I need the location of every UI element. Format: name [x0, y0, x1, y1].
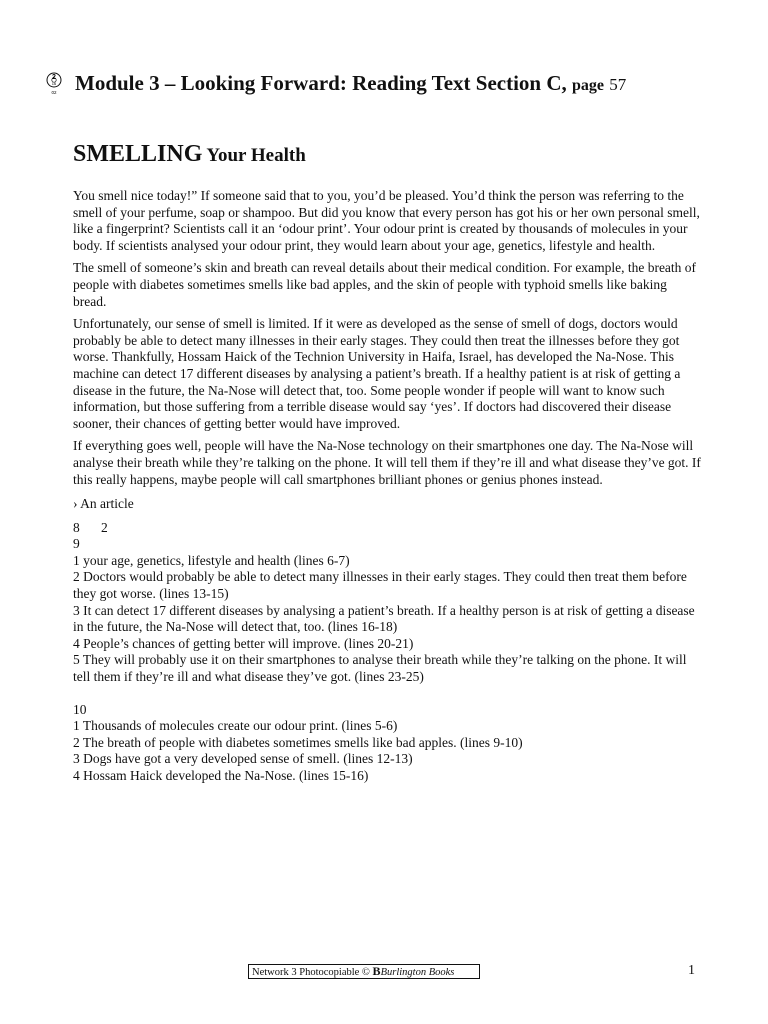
track-badge-top: 2	[52, 74, 56, 81]
spacer	[73, 686, 701, 702]
page-number: 1	[688, 963, 695, 978]
article-headline	[73, 140, 306, 171]
headline-big: SMELLING	[73, 141, 203, 167]
exercise-9-item-4: 4 People’s chances of getting better will improve. (lines 20-21)	[73, 635, 414, 651]
exercise-8-answer: 2	[101, 519, 108, 535]
headline-small: Your Health	[206, 145, 306, 166]
exercise-9-item-5: 5 They will probably use it on their smartphones to analyse their breath while they’re talking on the phone. It will tell them if they’re ill and what disease they’ve got. (lines 23-25)	[73, 652, 687, 685]
exercise-10-item-3: 3 Dogs have got a very developed sense of smell. (lines 12-13)	[73, 751, 413, 767]
article-paragraph-4: If everything goes well, people will have the Na-Nose technology on their smartphones one day. The Na-Nose will analyse their breath while they’re talking on the phone. It will tell them if they’re ill and what disease they’ve got. If this really happens, maybe people will call smartphones brilliant phones or genius phones instead.	[73, 438, 701, 487]
article-paragraph-3: Unfortunately, our sense of smell is limited. If it were as developed as the sense of smell of dogs, doctors would probably be able to detect many illnesses in their early stages. They could then treat the illnesses before they got worse. Thankfully, Hossam Haick of the Technion University in Haifa, Israel, has developed the Na-Nose. This machine can detect 17 different diseases by analysing a patient’s breath. If a healthy patient is at risk of getting a disease in the future, the Na-Nose will detect that, too. Some people wonder if people will want to know such information, but those suffering from a terrible disease would say ‘yes’. If doctors had discovered their disease sooner, their chances of getting better would have improved.	[73, 316, 681, 431]
article-paragraph-1: You smell nice today!” If someone said that to you, you’d be pleased. You’d think the person was referring to the smell of your perfume, soap or shampoo. But did you know that every person has got his or her own personal smell, like a fingerprint? Scientists call it an ‘odour print’. Your odour print is created by thousands of molecules in your body. If scientists analysed your odour print, they would learn about your age, genetics, lifestyle and health.	[73, 188, 700, 253]
footer-copyright	[248, 964, 480, 979]
module-title-text: Module 3 – Looking Forward: Reading Text Section C,	[75, 71, 567, 95]
track-badge-mid: 16	[51, 81, 57, 86]
track-badge-bottom: 02	[51, 90, 57, 95]
genre-answer: › An article	[73, 496, 134, 512]
audio-cd-icon	[46, 72, 62, 96]
exercise-9-item-2: 2 Doctors would probably be able to detect many illnesses in their early stages. They could then treat them before they got worse. (lines 13-15)	[73, 569, 687, 602]
footer-brand: Burlington Books	[380, 967, 455, 978]
exercise-10-item-2: 2 The breath of people with diabetes sometimes smells like bad apples. (lines 9-10)	[73, 734, 523, 750]
article-paragraph-2: The smell of someone’s skin and breath can reveal details about their medical condition. For example, the breath of people with diabetes sometimes smells like bad apples, and the skin of people with typhoid smells like baking bread.	[73, 260, 697, 309]
footer-text: Network 3 Photocopiable ©	[252, 967, 370, 978]
exercise-10-item-1: 1 Thousands of molecules create our odour print. (lines 5-6)	[73, 718, 398, 734]
exercise-8	[73, 520, 701, 537]
exercise-10-number: 10	[73, 701, 87, 717]
module-title	[75, 70, 755, 99]
exercise-9-number: 9	[73, 536, 80, 552]
exercise-9-item-1: 1 your age, genetics, lifestyle and health (lines 6-7)	[73, 552, 350, 568]
exercise-9-item-3: 3 It can detect 17 different diseases by analysing a patient’s breath. If a healthy person is at risk of getting a disease in the future, the Na-Nose will detect that, too. (lines 16-18)	[73, 602, 695, 635]
page-word: page	[572, 77, 605, 94]
exercise-10-item-4: 4 Hossam Haick developed the Na-Nose. (lines 15-16)	[73, 768, 369, 783]
article-body	[73, 188, 701, 785]
exercise-8-number: 8	[73, 519, 80, 535]
burlington-b-logo-icon: B	[372, 964, 381, 978]
page-reference-number: 57	[609, 75, 627, 94]
